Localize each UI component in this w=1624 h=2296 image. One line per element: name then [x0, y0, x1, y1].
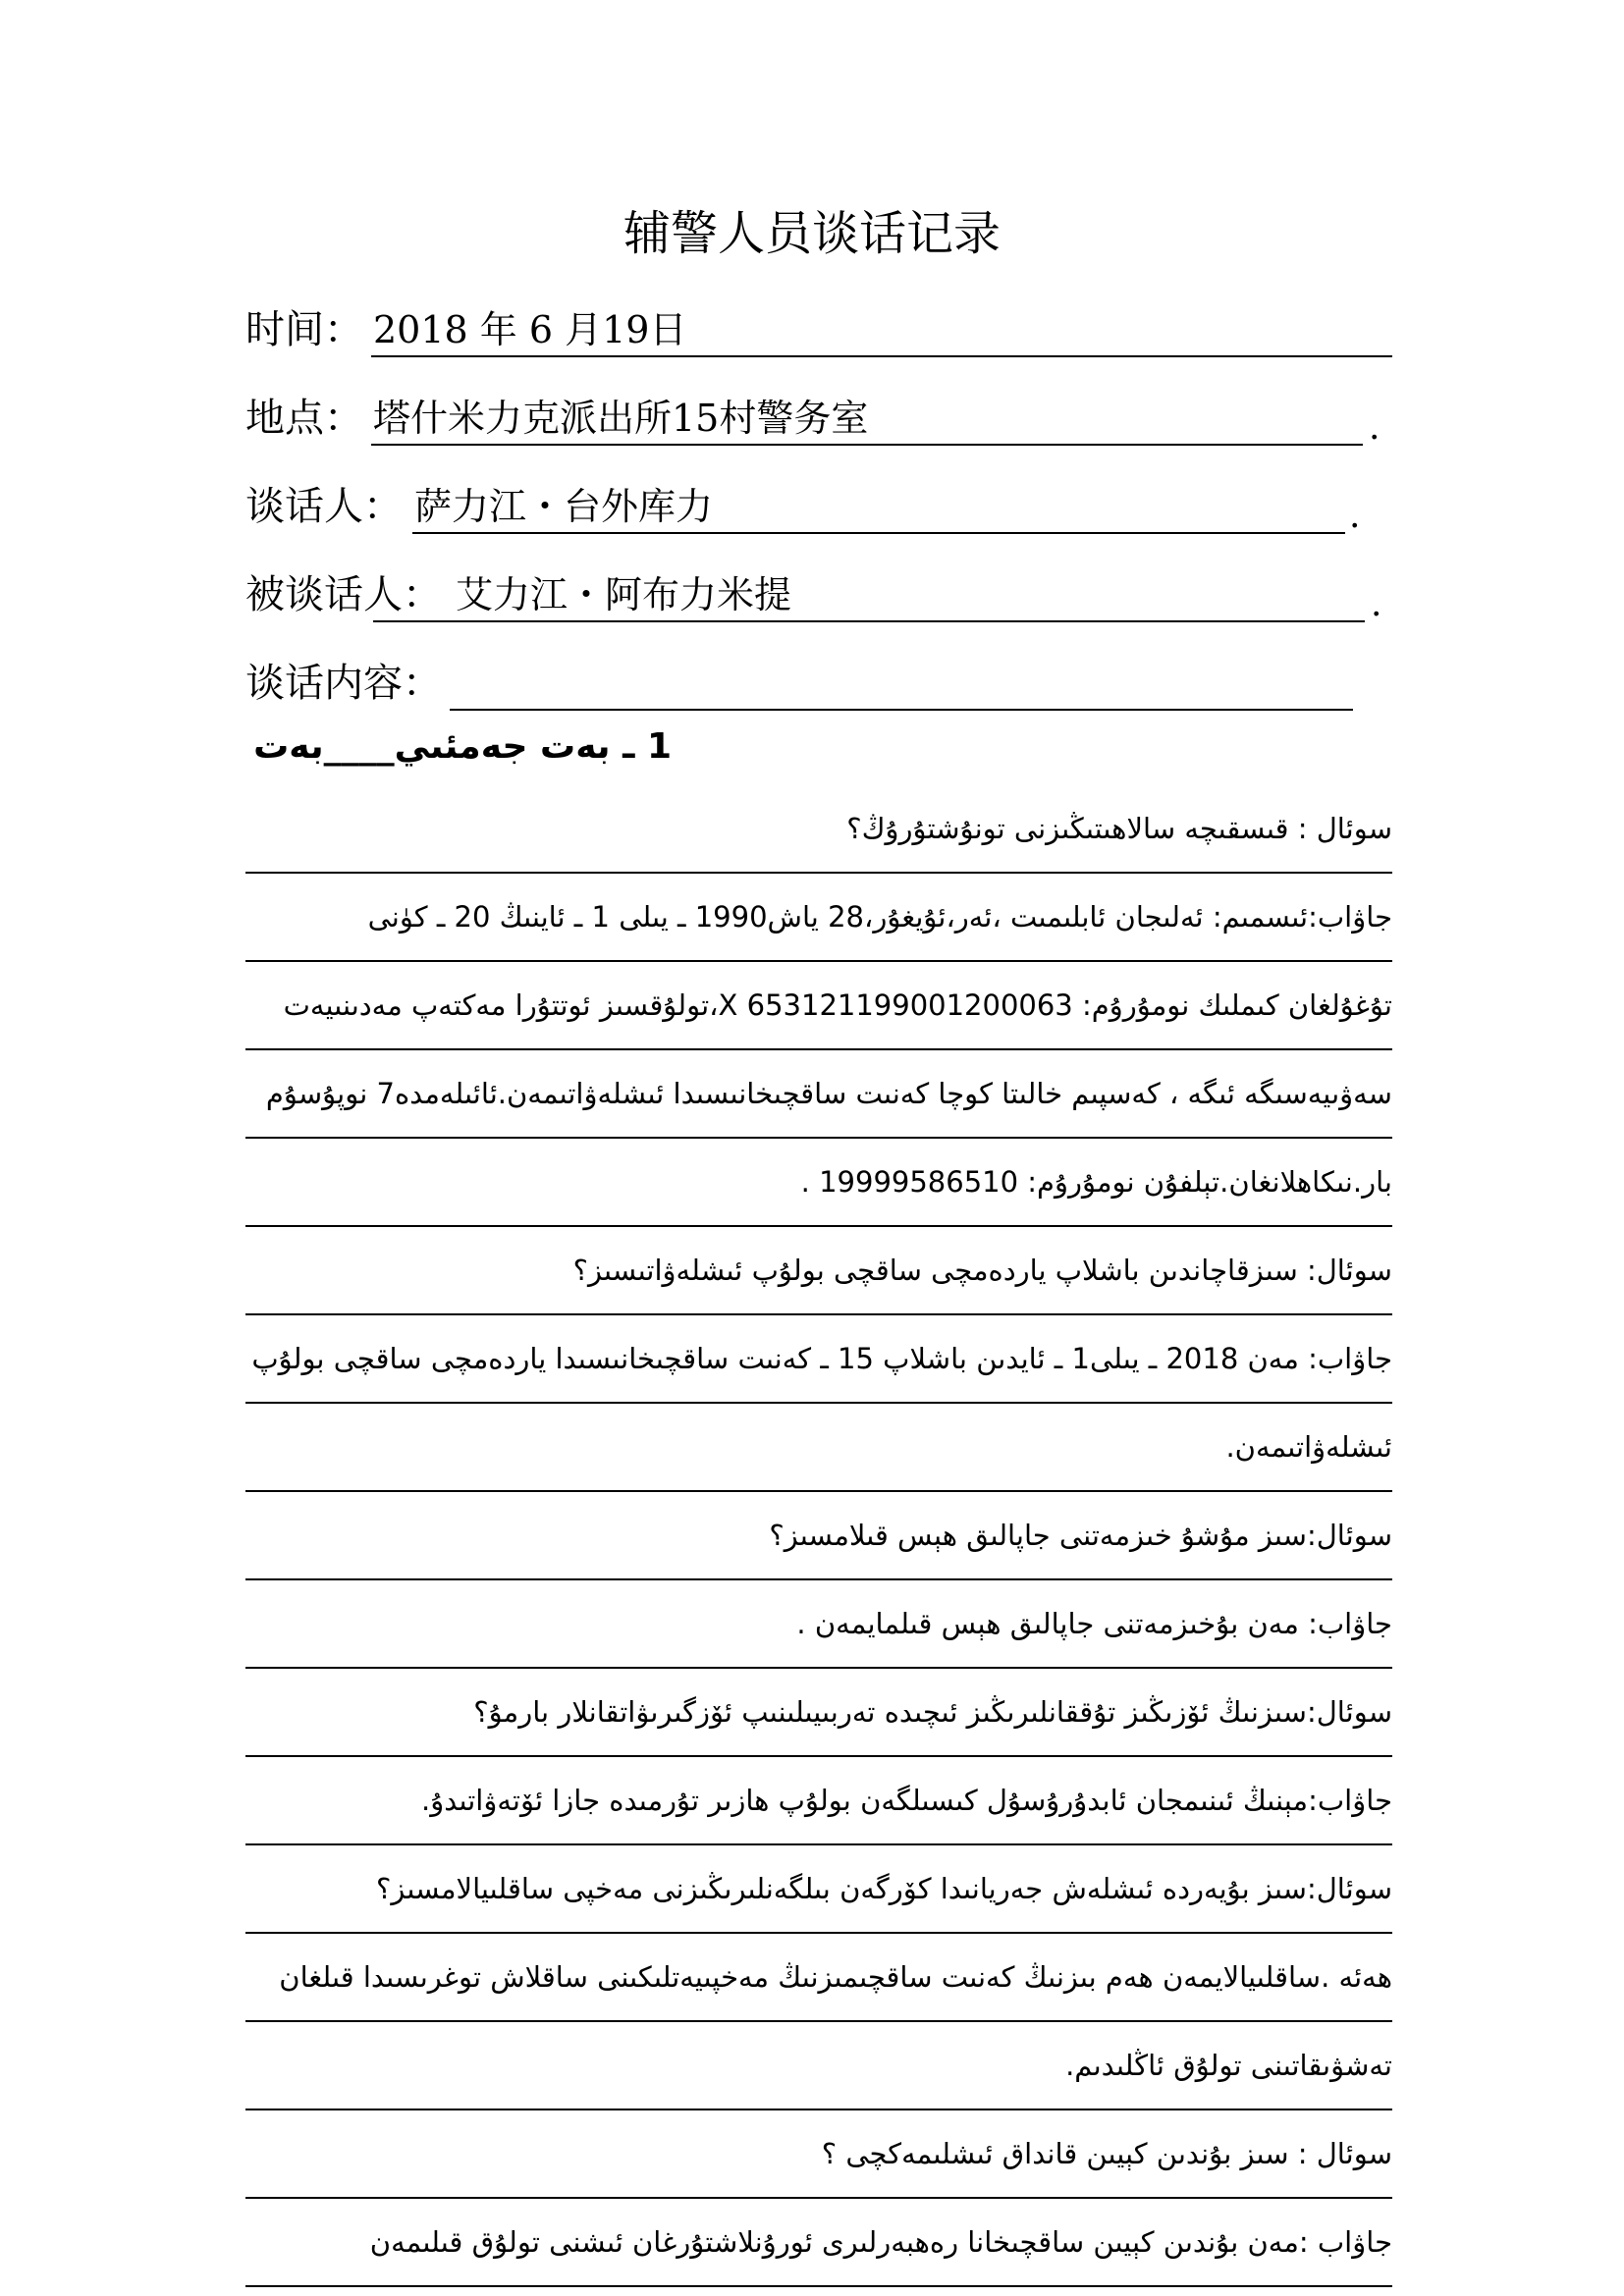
place-label: 地点：: [245, 396, 363, 441]
question-text: سوئال:سىزنىڭ ئۆزىڭىز تۇققانلىرىڭىز ئىچىدە تەربىيىلىنىپ ئۆزگىرىۋاتقانلار بارمۇ؟: [473, 1695, 1392, 1729]
document-title: 辅警人员谈话记录: [623, 206, 1001, 261]
interviewer-label: 谈话人：: [245, 484, 403, 529]
answer-line: [245, 874, 1392, 962]
content-label: 谈话内容：: [245, 661, 442, 706]
interviewee-label: 被谈话人：: [245, 572, 442, 617]
place-end-mark: .: [1369, 407, 1380, 448]
time-field: [245, 294, 1394, 363]
question-text: سوئال:سىز بۇيەردە ئىشلەش جەريانىدا كۆرگەن بىلگەنلىرىڭىزنى مەخپى ساقلىيالامسىز؟: [375, 1872, 1392, 1905]
question-line: [245, 1227, 1392, 1315]
answer-line: [245, 1315, 1392, 1404]
answer-text: جاۋاب:ئىسمىم: ئەلىجان ئابلىمىت ،ئەر،ئۇيغۇر،28 ياش1990 ـ يىلى 1 ـ ئاينىڭ 20 ـ كۈنى: [367, 900, 1392, 934]
answer-text: جاۋاب: مەن بۇخىزمەتنى جاپالىق ھېس قىلمايمەن .: [796, 1607, 1392, 1640]
answer-line: [245, 2022, 1392, 2110]
content-field: [245, 648, 1394, 717]
answer-text: تەشۋىقاتىنى تولۇق ئاڭلىدىم.: [1065, 2049, 1392, 2082]
answer-text: سەۋىيەسىگە ئىگە ، كەسپىم خالىتا كوچا كەنىت ساقچىخانىسىدا ئىشلەۋاتىمەن.ئائىلەمدە7 نوپۇسۇم: [265, 1077, 1392, 1110]
answer-text: جاۋاب :مەن بۇندىن كېيىن ساقچىخانا رەھبەرلىرى ئورۇنلاشتۇرغان ئىشنى تولۇق قىلىمەن: [369, 2225, 1392, 2259]
page-marker: 1 ـ بەت جەمئىي____بەت: [253, 726, 672, 767]
answer-line: [245, 962, 1392, 1050]
answer-text: ئىشلەۋاتىمەن.: [1225, 1430, 1392, 1464]
answer-text: بار.نىكاھلانغان.تېلفۇن نومۇرۇم: 19999586510 .: [800, 1165, 1392, 1199]
question-line: [245, 1492, 1392, 1580]
transcript: [245, 785, 1392, 2287]
answer-text: ھەئە .ساقلىيالايمەن ھەم بىزنىڭ كەنىت ساقچىمىزنىڭ مەخپىيەتلىكىنى ساقلاش توغرىسىدا قىلغان: [279, 1960, 1392, 1994]
place-underline: [371, 444, 1363, 446]
answer-line: [245, 2199, 1392, 2287]
answer-line: [245, 1757, 1392, 1845]
place-field: [245, 383, 1394, 452]
question-text: سوئال:سىز مۇشۇ خىزمەتنى جاپالىق ھېس قىلامسىز؟: [769, 1519, 1392, 1552]
time-underline: [371, 355, 1392, 357]
answer-line: [245, 1050, 1392, 1139]
question-line: [245, 1845, 1392, 1934]
place-value: 塔什米力克派出所15村警务室: [373, 397, 869, 440]
interviewee-field: [245, 560, 1394, 628]
interviewee-underline: [373, 620, 1365, 622]
time-label: 时间：: [245, 307, 363, 352]
time-value: 2018 年 6 月19日: [373, 308, 687, 351]
answer-text: جاۋاب:مېنىڭ ئىنىمجان ئابدۇرۇسۇل كىسىلگەن بولۇپ ھازىر تۇرمىدە جازا ئۆتەۋاتىدۇ.: [421, 1784, 1392, 1817]
answer-line: [245, 1404, 1392, 1492]
answer-line: [245, 1580, 1392, 1669]
question-text: سوئال: سىزقاچاندىن باشلاپ ياردەمچى ساقچى بولۇپ ئىشلەۋاتىسىز؟: [572, 1254, 1392, 1287]
answer-text: جاۋاب: مەن 2018 ـ يىلى1 ـ ئايدىن باشلاپ 15 ـ كەنىت ساقچىخانىسىدا ياردەمچى ساقچى بولۇپ: [251, 1342, 1392, 1375]
question-line: [245, 1669, 1392, 1757]
interviewee-value: 艾力江・阿布力米提: [456, 573, 792, 616]
answer-line: [245, 1934, 1392, 2022]
question-line: [245, 785, 1392, 874]
interviewer-underline: [412, 532, 1345, 534]
answer-text: تۇغۇلغان كىملىك نومۇرۇم: 653121199001200063 X،تولۇقسىز ئوتتۇرا مەكتەپ مەدىنىيەت: [283, 988, 1392, 1022]
interviewer-end-mark: .: [1349, 496, 1361, 536]
question-line: [245, 2110, 1392, 2199]
content-underline: [450, 709, 1353, 711]
question-text: سوئال : قىسقىچە سالاھىتىڭىزنى تونۇشتۇرۇڭ؟: [846, 812, 1392, 845]
question-text: سوئال : سىز بۇندىن كېيىن قانداق ئىشلىمەكچى ؟: [821, 2137, 1392, 2170]
interviewer-field: [245, 471, 1394, 540]
answer-line: [245, 1139, 1392, 1227]
interviewee-end-mark: .: [1371, 584, 1382, 624]
interviewer-value: 萨力江・台外库力: [414, 485, 714, 528]
